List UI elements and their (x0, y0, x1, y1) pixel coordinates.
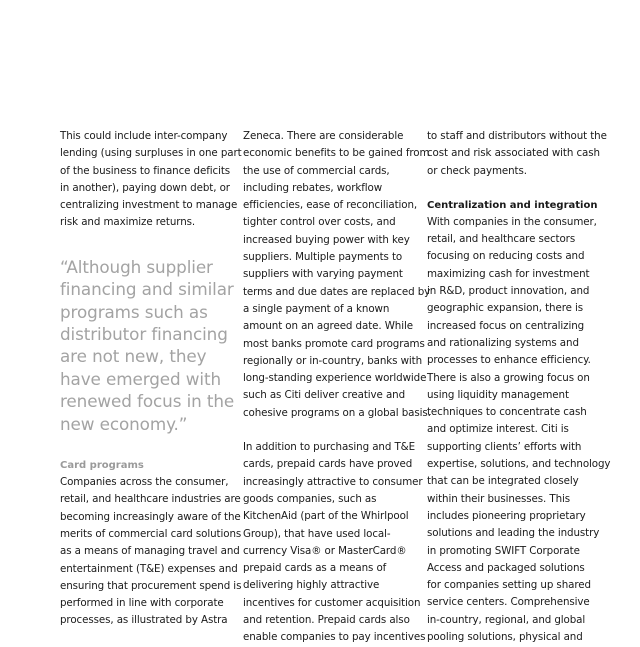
text-line: terms and due dates are replaced by (243, 285, 431, 298)
intro-paragraph (60, 128, 242, 232)
text-line: increasingly attractive to consumer (243, 475, 423, 488)
text-line: economic benefits to be gained from (243, 147, 430, 160)
text-line: “Although supplier (60, 256, 213, 277)
text-line: includes pioneering proprietary (427, 509, 586, 522)
text-line: efficiencies, ease of reconciliation, (243, 199, 418, 212)
text-line: pooling solutions, physical and (427, 631, 583, 644)
text-line: financing and similar (60, 279, 234, 300)
text-line: within their businesses. This (427, 492, 571, 505)
prepaid-cards-paragraph (243, 439, 426, 647)
text-line: of the business to finance deficits (60, 164, 231, 177)
text-line: Companies across the consumer, (60, 476, 229, 489)
text-line: Access and packaged solutions (427, 561, 585, 574)
text-line: including rebates, workflow (243, 181, 383, 194)
text-line: centralizing investment to manage (60, 199, 238, 212)
text-line: increased buying power with key (243, 233, 410, 246)
text-line: are not new, they (60, 346, 207, 367)
text-line: service centers. Comprehensive (427, 596, 590, 609)
text-column-1 (60, 128, 242, 630)
text-line: There is also a growing focus on (427, 371, 590, 384)
text-line: for companies setting up shared (427, 579, 591, 592)
text-line: entertainment (T&E) expenses and (60, 562, 238, 575)
text-line: currency Visa® or MasterCard® (243, 544, 407, 557)
text-line: supporting clients’ efforts with (427, 440, 582, 453)
text-line: becoming increasingly aware of the (60, 510, 241, 523)
text-line: lending (using surpluses in one part (60, 147, 242, 160)
text-line: Zeneca. There are considerable (243, 130, 404, 142)
text-line: KitchenAid (part of the Whirlpool (243, 510, 409, 523)
text-line: distributor financing (60, 324, 228, 344)
text-line: prepaid cards as a means of (243, 562, 387, 575)
text-line: processes to enhance efficiency. (427, 354, 591, 367)
text-line: processes, as illustrated by Astra (60, 614, 228, 627)
text-line: enable companies to pay incentives (243, 631, 426, 644)
text-line: that can be integrated closely (427, 475, 579, 488)
text-line: In addition to purchasing and T&E (243, 441, 415, 454)
text-line: renewed focus in the (60, 391, 235, 412)
text-column-3 (427, 128, 611, 646)
commercial-cards-paragraph (243, 128, 431, 422)
text-line: solutions and leading the industry (427, 527, 600, 540)
text-line: most banks promote card programs (243, 337, 425, 350)
text-line: such as Citi deliver creative and (243, 389, 406, 402)
text-line: the use of commercial cards, (243, 164, 390, 177)
text-line: a single payment of a known (243, 302, 390, 315)
text-line: risk and maximize returns. (60, 216, 196, 229)
text-line: using liquidity management (427, 388, 569, 401)
text-line: With companies in the consumer, (427, 215, 597, 228)
text-line: maximizing cash for investment (427, 267, 590, 280)
centralization-heading: Centralization and integration (427, 199, 598, 211)
text-line: performed in line with corporate (60, 597, 224, 610)
incentives-paragraph (427, 128, 607, 180)
text-line: expertise, solutions, and technology (427, 458, 611, 471)
card-programs-heading: Card programs (60, 460, 144, 472)
text-column-2 (243, 128, 431, 647)
text-line: in R&D, product innovation, and (427, 285, 590, 298)
text-line: cards, prepaid cards have proved (243, 458, 413, 471)
text-line: cohesive programs on a global basis. (243, 406, 431, 419)
text-line: delivering highly attractive (243, 579, 380, 592)
text-line: increased focus on centralizing (427, 319, 585, 332)
text-line: and retention. Prepaid cards also (243, 614, 410, 627)
text-line: retail, and healthcare sectors (427, 233, 576, 246)
text-line: suppliers. Multiple payments to (243, 251, 403, 264)
text-line: techniques to concentrate cash (427, 406, 587, 419)
text-line: programs such as (60, 301, 208, 322)
text-line: incentives for customer acquisition (243, 596, 421, 609)
text-line: in another), paying down debt, or (60, 181, 230, 194)
text-line: This could include inter-company (60, 130, 228, 142)
text-line: have emerged with (60, 368, 221, 389)
text-line: goods companies, such as (243, 492, 377, 505)
text-line: focusing on reducing costs and (427, 250, 585, 263)
text-line: Group), that have used local- (243, 527, 391, 540)
text-line: suppliers with varying payment (243, 268, 403, 281)
pull-quote (60, 256, 235, 435)
text-line: to staff and distributors without the (427, 130, 607, 142)
text-line: amount on an agreed date. While (243, 320, 413, 333)
text-line: cost and risk associated with cash (427, 147, 600, 160)
text-line: regionally or in-country, banks with (243, 354, 423, 367)
text-line: as a means of managing travel and (60, 545, 240, 558)
text-line: in-country, regional, and global (427, 613, 586, 626)
text-line: new economy.” (60, 413, 188, 434)
centralization-paragraph (427, 214, 611, 646)
card-programs-paragraph (60, 474, 242, 630)
text-line: tighter control over costs, and (243, 216, 396, 229)
text-line: ensuring that procurement spend is (60, 579, 242, 592)
text-line: long-standing experience worldwide (243, 372, 427, 385)
text-line: or check payments. (427, 164, 527, 177)
text-line: and optimize interest. Citi is (427, 423, 569, 436)
text-line: merits of commercial card solutions (60, 527, 242, 540)
text-line: geographic expansion, there is (427, 302, 584, 315)
text-line: retail, and healthcare industries are (60, 493, 241, 506)
text-line: in promoting SWIFT Corporate (427, 544, 580, 557)
text-line: and rationalizing systems and (427, 336, 579, 349)
